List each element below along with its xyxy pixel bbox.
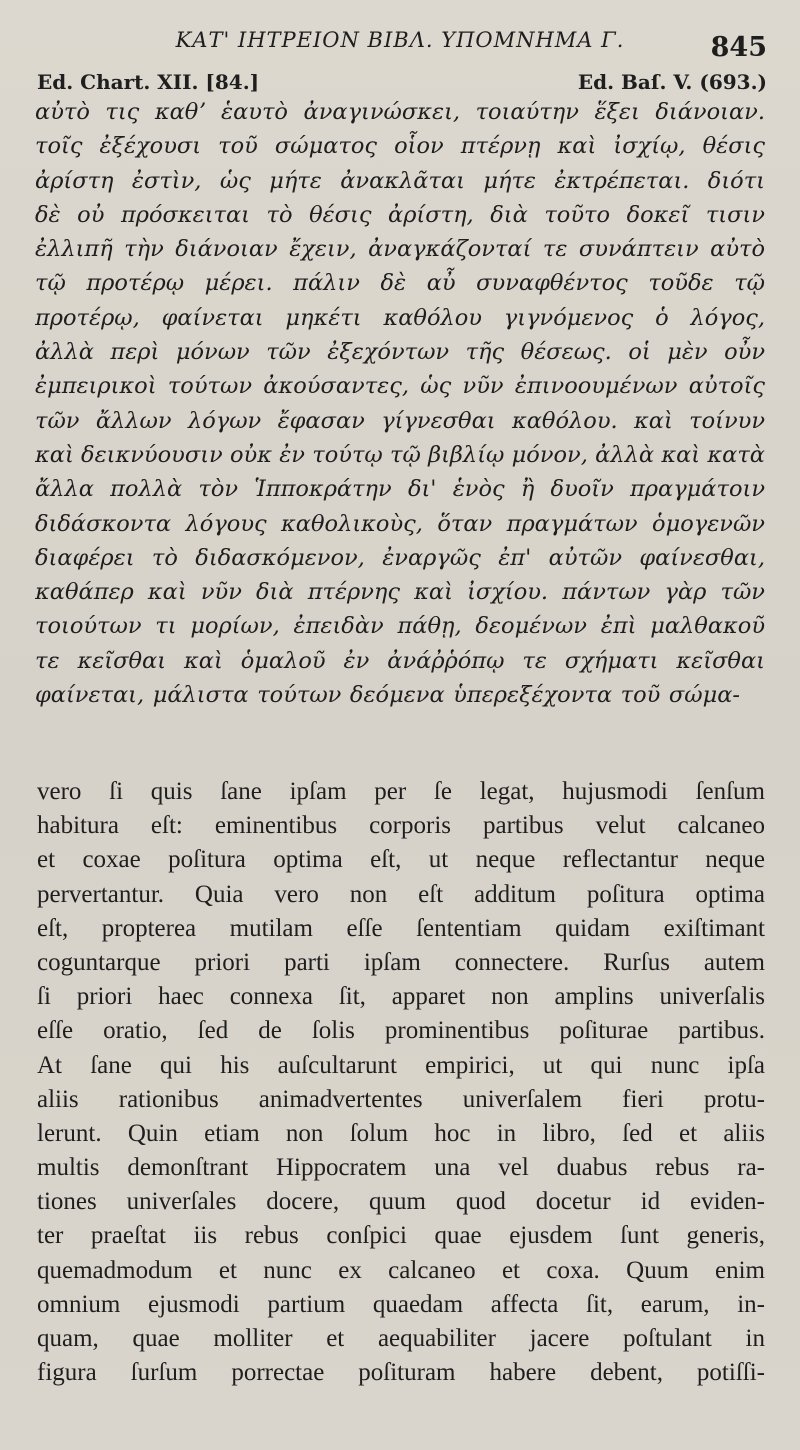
- greek-line: ἀλλὰ περὶ μόνων τῶν ἐξεχόντων τῆς θέσεως. οἱ μὲν οὖν: [35, 339, 765, 366]
- latin-line: habitura eſt: eminentibus corporis partibus velut calcaneo: [37, 812, 765, 840]
- edition-reference-right: Ed. Baſ. V. (693.): [577, 70, 767, 94]
- latin-line: quam, quae molliter et aequabiliter jacere poſtulant in: [37, 1325, 765, 1352]
- running-title: ΚΑΤ' ΙΗΤΡΕΙΟΝ ΒΙΒΛ. ΥΠΟΜΝΗΜΑ Γ.: [175, 28, 625, 52]
- greek-line: καθάπερ καὶ νῦν διὰ πτέρνης καὶ ἰσχίου. πάντων γὰρ τῶν: [35, 579, 765, 606]
- latin-line: ſi priori haec connexa ſit, apparet non amplins univerſalis: [37, 983, 765, 1011]
- greek-line: τοιούτων τι μορίων, ἐπειδὰν πάθῃ, δεομένων ἐπὶ μαλθακοῦ: [35, 613, 765, 640]
- edition-reference-left: Ed. Chart. XII. [84.]: [37, 70, 260, 94]
- greek-line: ἀρίστη ἐστὶν, ὡς μήτε ἀνακλᾶται μήτε ἐκτρέπεται. διότι: [35, 167, 765, 194]
- greek-line: τῷ προτέρῳ μέρει. πάλιν δὲ αὖ συναφθέντος τοῦδε τῷ: [35, 270, 765, 297]
- greek-line: δὲ οὐ πρόσκειται τὸ θέσις ἀρίστη, διὰ τοῦτο δοκεῖ τισιν: [35, 201, 765, 228]
- latin-line: omnium ejusmodi partium quaedam affecta ſit, earum, in-: [37, 1290, 765, 1318]
- greek-line: ἐμπειρικοὶ τούτων ἀκούσαντες, ὡς νῦν ἐπινοουμένων αὐτοῖς: [35, 373, 765, 400]
- greek-line: διδάσκοντα λόγους καθολικοὺς, ὅταν πραγμάτων ὁμογενῶν: [35, 510, 765, 537]
- latin-line: et coxae poſitura optima eſt, ut neque reflectantur neque: [37, 846, 765, 874]
- greek-line: ἄλλα πολλὰ τὸν Ἱπποκράτην δι' ἑνὸς ἢ δυοῖν πραγμάτοιν: [35, 476, 765, 503]
- latin-line: vero ſi quis ſane ipſam per ſe legat, hujusmodi ſenſum: [37, 778, 765, 805]
- latin-line: coguntarque priori parti ipſam connectere. Rurſus autem: [37, 948, 765, 976]
- latin-line: figura ſurſum porrectae poſituram habere debent, potiſſi-: [37, 1359, 765, 1387]
- greek-line: τῶν ἄλλων λόγων ἔφασαν γίγνεσθαι καθόλου. καὶ τοίνυν: [35, 407, 765, 434]
- latin-line: lerunt. Quin etiam non ſolum hoc in libro, ſed et aliis: [37, 1119, 765, 1147]
- latin-line: eſt, propterea mutilam eſſe ſententiam quidam exiſtimant: [37, 914, 765, 942]
- greek-line: αὐτὸ τις καθʼ ἑαυτὸ ἀναγινώσκει, τοιαύτην ἕξει διάνοιαν.: [35, 99, 765, 125]
- greek-line: καὶ δεικνύουσιν οὐκ ἐν τούτῳ τῷ βιβλίῳ μόνον, ἀλλὰ καὶ κατὰ: [35, 441, 765, 468]
- greek-line: προτέρῳ, φαίνεται μηκέτι καθόλου γιγνόμενος ὁ λόγος,: [35, 304, 765, 331]
- greek-line: τε κεῖσθαι καὶ ὁμαλοῦ ἐν ἀνάῤῥόπῳ τε σχήματι κεῖσθαι: [35, 647, 765, 674]
- latin-line: tiones univerſales docere, quum quod docetur id eviden-: [37, 1188, 765, 1216]
- latin-line: quemadmodum et nunc ex calcaneo et coxa. Quum enim: [37, 1256, 765, 1284]
- latin-text-block: [37, 775, 765, 1390]
- greek-line: διαφέρει τὸ διδασκόμενον, ἐναργῶς ἐπ' αὐτῶν φαίνεσθαι,: [35, 544, 765, 571]
- page-number: 845: [710, 32, 767, 63]
- greek-line: ἐλλιπῆ τὴν διάνοιαν ἔχειν, ἀναγκάζονταί τε συνάπτειν αὐτὸ: [35, 236, 765, 263]
- latin-line: multis demonſtrant Hippocratem una vel duabus rebus ra-: [37, 1154, 765, 1182]
- latin-line: pervertantur. Quia vero non eſt additum poſitura optima: [37, 880, 765, 908]
- latin-line: ter praeſtat iis rebus conſpici quae ejusdem ſunt generis,: [37, 1222, 765, 1250]
- greek-text-block: [35, 95, 765, 712]
- greek-line: τοῖς ἐξέχουσι τοῦ σώματος οἷον πτέρνῃ καὶ ἰσχίῳ, θέσις: [35, 133, 765, 160]
- latin-line: At ſane qui his auſcultarunt empirici, ut qui nunc ipſa: [37, 1051, 765, 1079]
- greek-line: φαίνεται, μάλιστα τούτων δεόμενα ὑπερεξέχοντα τοῦ σώμα-: [35, 682, 740, 709]
- latin-line: eſſe oratio, ſed de ſolis prominentibus poſiturae partibus.: [37, 1017, 765, 1045]
- latin-line: aliis rationibus animadvertentes univerſalem fieri protu-: [37, 1085, 765, 1113]
